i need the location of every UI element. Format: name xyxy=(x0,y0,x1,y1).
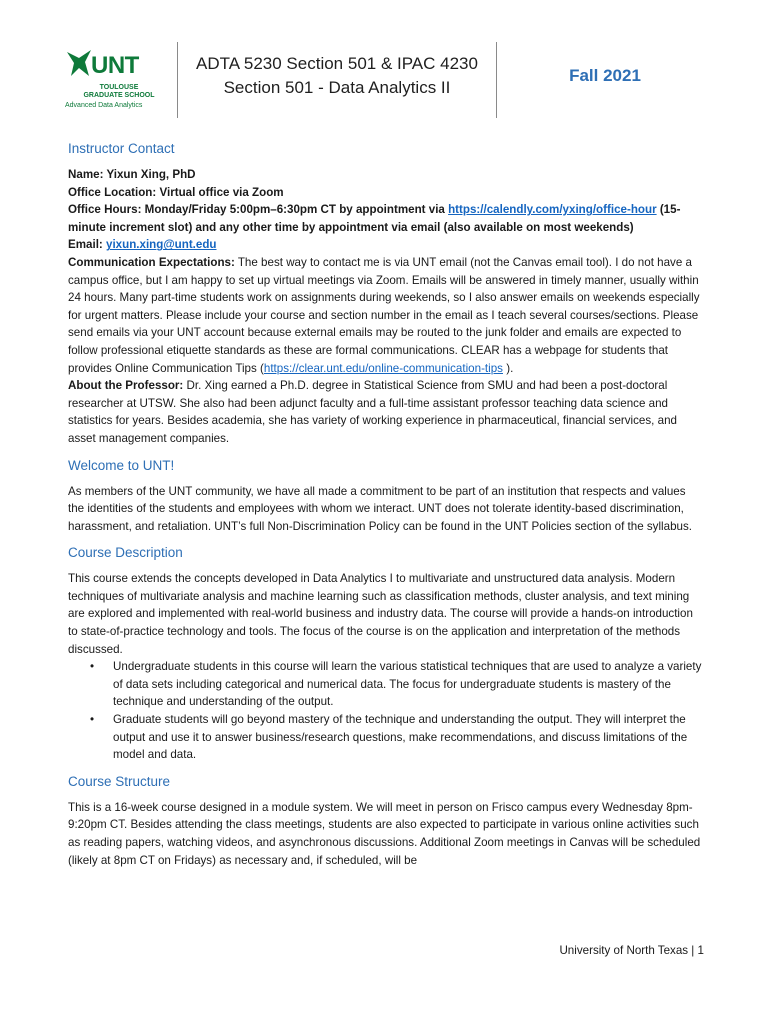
email-label: Email: xyxy=(68,238,107,252)
course-title-line1: ADTA 5230 Section 501 & IPAC 4230 xyxy=(196,54,478,73)
syllabus-body xyxy=(68,140,703,869)
course-title-box xyxy=(177,42,497,118)
office-hours-text: Office Hours: Monday/Friday 5:00pm–6:30pm CT by appointment via xyxy=(68,203,449,217)
office-location: Office Location: Virtual office via Zoom xyxy=(68,185,284,199)
office-hours-suffix: (15-minute increment slot) and any other time by appointment via email (also available on most weekends) xyxy=(68,203,681,234)
list-item xyxy=(68,658,703,711)
communication-text: The best way to contact me is via UNT email (not the Canvas email tool). I do not have a campus office, but I am happy to set up virtual meetings via Zoom. Emails will be answered in timely manner, usually within 24 hours. Many part-time students work on assignments during weekends, so I also answer emails on weekends especially for urgent matters. Please include your course and section number in the email as I teach several courses/sections. Please send emails via your UNT account because external emails may be routed to the junk folder and emails are expected to follow professional etiquette standards as these are formal communications. CLEAR has a webpage for students that provides Online Communication Tips ( xyxy=(68,255,700,375)
communication-expectations xyxy=(68,254,703,377)
page-header xyxy=(55,42,715,118)
about-professor xyxy=(68,377,703,447)
term-label: Fall 2021 xyxy=(569,66,641,85)
unt-logo xyxy=(65,48,177,112)
course-structure-heading: Course Structure xyxy=(68,773,171,789)
instructor-contact-heading: Instructor Contact xyxy=(68,141,175,156)
email-line xyxy=(68,236,703,254)
welcome-heading: Welcome to UNT! xyxy=(68,457,175,473)
course-structure-text: This is a 16-week course designed in a module system. We will meet in person on Frisco campus every Wednesday 8pm-9:20pm CT. Besides attending the class meetings, students are also expected to participate in various online activities such as reading papers, watching videos, and asynchronous discussions. Additional Zoom meetings in Canvas will be scheduled (likely at 8pm CT on Fridays) as necessary and, if scheduled, will be xyxy=(68,800,701,867)
bullet-text: Undergraduate students in this course will learn the various statistical techniques that are used to analyze a variety of data sets including categorical and numerical data. The focus for undergraduate students is mastery of the technique and understanding of the output. xyxy=(113,660,702,709)
logo-wordmark: UNT xyxy=(91,52,139,79)
bullet-text: Graduate students will go beyond mastery of the technique and understanding the output. They will interpret the output and use it to answer business/research questions, make recommendations, and discuss limitations of the model and data. xyxy=(113,713,688,762)
page-footer: University of North Texas | 1 xyxy=(559,944,704,957)
instructor-name: Name: Yixun Xing, PhD xyxy=(68,168,196,181)
bullet-icon: • xyxy=(90,713,95,727)
course-description-heading: Course Description xyxy=(68,545,183,561)
communication-label: Communication Expectations: xyxy=(68,255,235,269)
term-box xyxy=(495,42,715,118)
list-item xyxy=(68,711,703,764)
logo-school-name: TOULOUSE GRADUATE SCHOOL xyxy=(83,84,155,99)
calendly-link[interactable]: https://calendly.com/yxing/office-hour xyxy=(448,203,657,217)
communication-tips-link[interactable]: https://clear.unt.edu/online-communication-tips xyxy=(263,361,503,375)
logo-program-name: Advanced Data Analytics xyxy=(65,102,143,109)
course-description-bullets xyxy=(68,658,703,764)
welcome-text: As members of the UNT community, we have all made a commitment to be part of an institution that respects and values the identities of the students and employees with whom we interact. UNT does not tolerate identity-based discrimination, harassment, and retaliation. UNT’s full Non-Discrimination Policy can be found in the UNT Policies section of the syllabus. xyxy=(68,484,692,533)
course-title xyxy=(178,52,496,100)
eagle-icon xyxy=(65,48,93,78)
email-link[interactable]: yixun.xing@unt.edu xyxy=(106,238,217,252)
bullet-icon: • xyxy=(90,660,95,674)
about-label: About the Professor: xyxy=(68,379,184,393)
office-hours xyxy=(68,201,703,236)
about-text: Dr. Xing earned a Ph.D. degree in Statistical Science from SMU and had been a post-doctoral researcher at UTSW. She also had been adjunct faculty and a full-time assistant professor teaching data science and statistics for years. Besides academia, she has variety of working experience in pharmaceutical, financial services, and asset management companies. xyxy=(68,379,677,445)
course-description-text: This course extends the concepts developed in Data Analytics I to multivariate and unstructured data analysis. Modern techniques of multivariate analysis and machine learning such as classification methods, cluster analysis, and text mining are explored and implemented with real-world business and industry data. The course will provide a hands-on introduction to state-of-practice technology and tools. The focus of the course is on the application and interpretation of the methods discussed. xyxy=(68,572,693,656)
communication-end: ). xyxy=(502,361,514,375)
course-title-line2: Section 501 - Data Analytics II xyxy=(223,78,451,97)
